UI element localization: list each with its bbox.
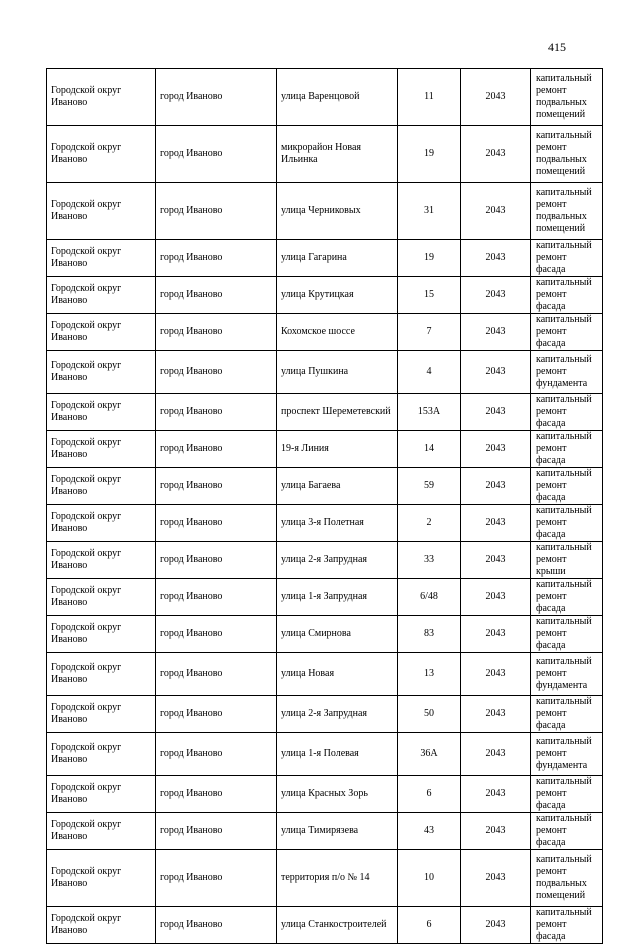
- okrug-cell: Городской округ Иваново: [47, 907, 156, 944]
- work-type-cell: капитальный ремонт крыши: [531, 542, 603, 579]
- okrug-cell: Городской округ Иваново: [47, 183, 156, 240]
- year-cell: 2043: [461, 240, 531, 277]
- year-cell: 2043: [461, 579, 531, 616]
- house-number-cell: 14: [398, 431, 461, 468]
- city-cell: город Иваново: [156, 653, 277, 696]
- house-number-cell: 6/48: [398, 579, 461, 616]
- year-cell: 2043: [461, 813, 531, 850]
- house-number-cell: 13: [398, 653, 461, 696]
- year-cell: 2043: [461, 850, 531, 907]
- city-cell: город Иваново: [156, 505, 277, 542]
- street-cell: улица 3-я Полетная: [277, 505, 398, 542]
- table-row: [47, 733, 603, 776]
- house-number-cell: 59: [398, 468, 461, 505]
- okrug-cell: Городской округ Иваново: [47, 431, 156, 468]
- table-row: [47, 69, 603, 126]
- city-cell: город Иваново: [156, 69, 277, 126]
- work-type-cell: капитальный ремонт фасада: [531, 468, 603, 505]
- work-type-cell: капитальный ремонт подвальных помещений: [531, 183, 603, 240]
- work-type-cell: капитальный ремонт фасада: [531, 579, 603, 616]
- city-cell: город Иваново: [156, 696, 277, 733]
- street-cell: улица 2-я Запрудная: [277, 542, 398, 579]
- table-row: [47, 240, 603, 277]
- okrug-cell: Городской округ Иваново: [47, 394, 156, 431]
- house-number-cell: 36А: [398, 733, 461, 776]
- year-cell: 2043: [461, 394, 531, 431]
- work-type-cell: капитальный ремонт фасада: [531, 394, 603, 431]
- house-number-cell: 19: [398, 126, 461, 183]
- table-row: [47, 468, 603, 505]
- street-cell: улица Смирнова: [277, 616, 398, 653]
- house-number-cell: 6: [398, 776, 461, 813]
- house-number-cell: 7: [398, 314, 461, 351]
- work-type-cell: капитальный ремонт фундамента: [531, 351, 603, 394]
- year-cell: 2043: [461, 542, 531, 579]
- year-cell: 2043: [461, 505, 531, 542]
- work-type-cell: капитальный ремонт подвальных помещений: [531, 126, 603, 183]
- city-cell: город Иваново: [156, 351, 277, 394]
- city-cell: город Иваново: [156, 277, 277, 314]
- year-cell: 2043: [461, 126, 531, 183]
- house-number-cell: 31: [398, 183, 461, 240]
- city-cell: город Иваново: [156, 542, 277, 579]
- table-row: [47, 907, 603, 944]
- repair-schedule-table: [46, 68, 603, 944]
- house-number-cell: 43: [398, 813, 461, 850]
- okrug-cell: Городской округ Иваново: [47, 579, 156, 616]
- year-cell: 2043: [461, 616, 531, 653]
- house-number-cell: 153А: [398, 394, 461, 431]
- year-cell: 2043: [461, 696, 531, 733]
- year-cell: 2043: [461, 431, 531, 468]
- year-cell: 2043: [461, 314, 531, 351]
- house-number-cell: 6: [398, 907, 461, 944]
- street-cell: улица 1-я Запрудная: [277, 579, 398, 616]
- work-type-cell: капитальный ремонт фасада: [531, 776, 603, 813]
- table-row: [47, 616, 603, 653]
- table-row: [47, 850, 603, 907]
- okrug-cell: Городской округ Иваново: [47, 468, 156, 505]
- year-cell: 2043: [461, 776, 531, 813]
- work-type-cell: капитальный ремонт фундамента: [531, 733, 603, 776]
- year-cell: 2043: [461, 183, 531, 240]
- okrug-cell: Городской округ Иваново: [47, 277, 156, 314]
- city-cell: город Иваново: [156, 468, 277, 505]
- street-cell: 19-я Линия: [277, 431, 398, 468]
- okrug-cell: Городской округ Иваново: [47, 351, 156, 394]
- city-cell: город Иваново: [156, 813, 277, 850]
- city-cell: город Иваново: [156, 579, 277, 616]
- year-cell: 2043: [461, 69, 531, 126]
- work-type-cell: капитальный ремонт фасада: [531, 696, 603, 733]
- street-cell: улица Крутицкая: [277, 277, 398, 314]
- city-cell: город Иваново: [156, 183, 277, 240]
- okrug-cell: Городской округ Иваново: [47, 542, 156, 579]
- work-type-cell: капитальный ремонт фасада: [531, 616, 603, 653]
- work-type-cell: капитальный ремонт фундамента: [531, 653, 603, 696]
- work-type-cell: капитальный ремонт подвальных помещений: [531, 850, 603, 907]
- city-cell: город Иваново: [156, 394, 277, 431]
- street-cell: проспект Шереметевский: [277, 394, 398, 431]
- work-type-cell: капитальный ремонт фасада: [531, 314, 603, 351]
- work-type-cell: капитальный ремонт фасада: [531, 907, 603, 944]
- okrug-cell: Городской округ Иваново: [47, 126, 156, 183]
- city-cell: город Иваново: [156, 776, 277, 813]
- year-cell: 2043: [461, 351, 531, 394]
- year-cell: 2043: [461, 468, 531, 505]
- page-number: 415: [548, 40, 566, 54]
- table-row: [47, 653, 603, 696]
- city-cell: город Иваново: [156, 850, 277, 907]
- work-type-cell: капитальный ремонт подвальных помещений: [531, 69, 603, 126]
- year-cell: 2043: [461, 277, 531, 314]
- city-cell: город Иваново: [156, 126, 277, 183]
- street-cell: улица Пушкина: [277, 351, 398, 394]
- street-cell: территория п/о № 14: [277, 850, 398, 907]
- house-number-cell: 33: [398, 542, 461, 579]
- work-type-cell: капитальный ремонт фасада: [531, 431, 603, 468]
- street-cell: улица Тимирязева: [277, 813, 398, 850]
- table-row: [47, 314, 603, 351]
- okrug-cell: Городской округ Иваново: [47, 850, 156, 907]
- okrug-cell: Городской округ Иваново: [47, 240, 156, 277]
- city-cell: город Иваново: [156, 733, 277, 776]
- table-row: [47, 542, 603, 579]
- table-body: [47, 69, 603, 944]
- city-cell: город Иваново: [156, 616, 277, 653]
- city-cell: город Иваново: [156, 907, 277, 944]
- street-cell: улица Новая: [277, 653, 398, 696]
- street-cell: улица Станкостроителей: [277, 907, 398, 944]
- street-cell: улица Гагарина: [277, 240, 398, 277]
- city-cell: город Иваново: [156, 240, 277, 277]
- table-row: [47, 776, 603, 813]
- house-number-cell: 19: [398, 240, 461, 277]
- year-cell: 2043: [461, 653, 531, 696]
- table-row: [47, 394, 603, 431]
- okrug-cell: Городской округ Иваново: [47, 776, 156, 813]
- street-cell: улица 1-я Полевая: [277, 733, 398, 776]
- street-cell: Кохомское шоссе: [277, 314, 398, 351]
- house-number-cell: 10: [398, 850, 461, 907]
- street-cell: улица Варенцовой: [277, 69, 398, 126]
- table-row: [47, 277, 603, 314]
- table-row: [47, 813, 603, 850]
- table-row: [47, 183, 603, 240]
- year-cell: 2043: [461, 733, 531, 776]
- house-number-cell: 15: [398, 277, 461, 314]
- okrug-cell: Городской округ Иваново: [47, 314, 156, 351]
- street-cell: улица Багаева: [277, 468, 398, 505]
- city-cell: город Иваново: [156, 431, 277, 468]
- year-cell: 2043: [461, 907, 531, 944]
- table-row: [47, 126, 603, 183]
- house-number-cell: 4: [398, 351, 461, 394]
- house-number-cell: 11: [398, 69, 461, 126]
- city-cell: город Иваново: [156, 314, 277, 351]
- okrug-cell: Городской округ Иваново: [47, 505, 156, 542]
- okrug-cell: Городской округ Иваново: [47, 616, 156, 653]
- okrug-cell: Городской округ Иваново: [47, 69, 156, 126]
- street-cell: улица 2-я Запрудная: [277, 696, 398, 733]
- house-number-cell: 50: [398, 696, 461, 733]
- okrug-cell: Городской округ Иваново: [47, 813, 156, 850]
- work-type-cell: капитальный ремонт фасада: [531, 505, 603, 542]
- table-row: [47, 351, 603, 394]
- table-row: [47, 579, 603, 616]
- house-number-cell: 83: [398, 616, 461, 653]
- okrug-cell: Городской округ Иваново: [47, 733, 156, 776]
- work-type-cell: капитальный ремонт фасада: [531, 277, 603, 314]
- table-row: [47, 696, 603, 733]
- street-cell: улица Черниковых: [277, 183, 398, 240]
- street-cell: улица Красных Зорь: [277, 776, 398, 813]
- okrug-cell: Городской округ Иваново: [47, 653, 156, 696]
- house-number-cell: 2: [398, 505, 461, 542]
- street-cell: микрорайон Новая Ильинка: [277, 126, 398, 183]
- work-type-cell: капитальный ремонт фасада: [531, 813, 603, 850]
- work-type-cell: капитальный ремонт фасада: [531, 240, 603, 277]
- table-row: [47, 431, 603, 468]
- table-row: [47, 505, 603, 542]
- okrug-cell: Городской округ Иваново: [47, 696, 156, 733]
